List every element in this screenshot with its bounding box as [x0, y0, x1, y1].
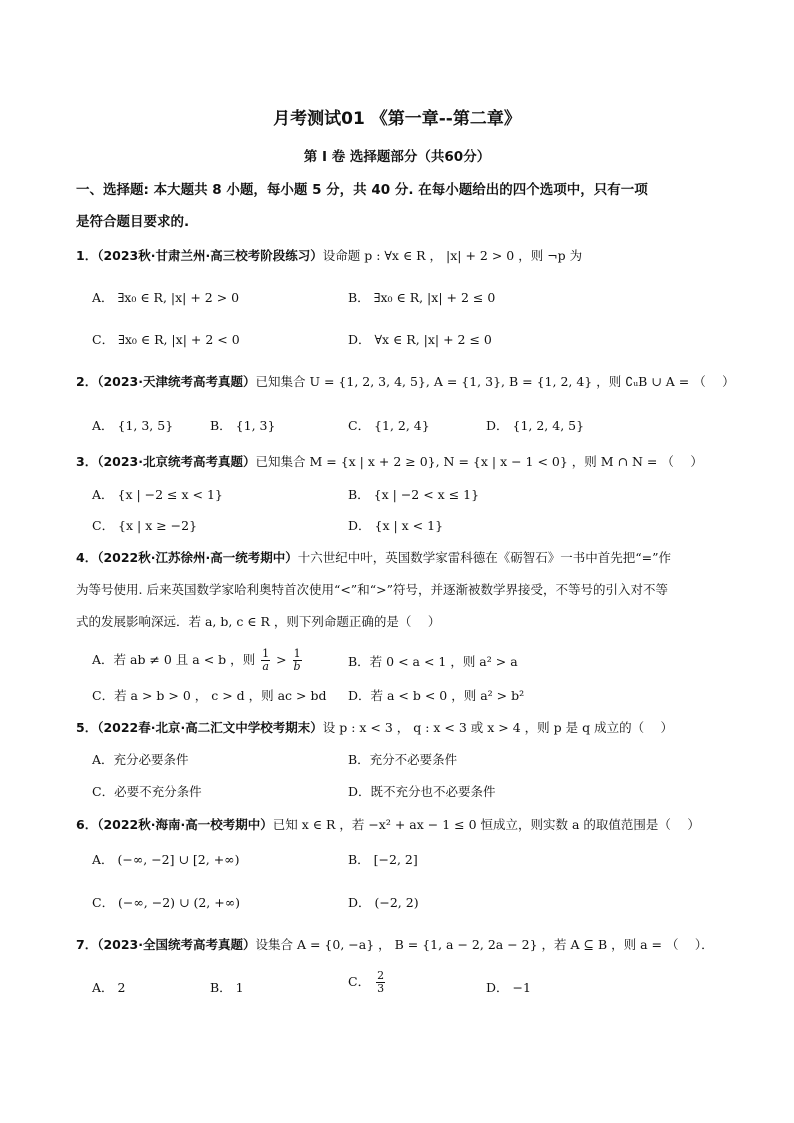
q1-option-b[interactable]: B． ∃x₀ ∈ R, |x| + 2 ≤ 0 [348, 290, 496, 305]
q6-option-d[interactable]: D． (−2, 2) [348, 895, 419, 910]
question-text: 已知集合 M = {x | x + 2 ≥ 0}, N = {x | x − 1 < 0} ，则 M ∩ N = （ ） [255, 454, 703, 469]
question-number: 4． [76, 550, 98, 565]
q1-option-d[interactable]: D． ∀x ∈ R, |x| + 2 ≤ 0 [348, 332, 492, 347]
fraction [293, 648, 302, 673]
question-number: 7． [76, 937, 98, 952]
question-number: 2． [76, 374, 98, 389]
question-number: 3． [76, 454, 98, 469]
q6-option-c[interactable]: C． (−∞, −2) ∪ (2, +∞) [92, 895, 241, 910]
question-number: 5． [76, 720, 98, 735]
denominator: 3 [377, 982, 385, 995]
question-source: （2022春·北京·高二汇文中学校考期末） [97, 720, 323, 735]
question-number: 1． [76, 248, 98, 263]
q2-option-d[interactable]: D． {1, 2, 4, 5} [486, 418, 585, 433]
question-4-line3: 式的发展影响深远．若 a, b, c ∈ R ，则下列命题正确的是（ ） [76, 614, 441, 629]
q5-option-c[interactable]: C．必要不充分条件 [92, 784, 202, 799]
question-text: 设命题 p : ∀x ∈ R ， |x| + 2 > 0 ，则 ¬p 为 [322, 248, 583, 263]
question-source: （2023·全国统考高考真题） [97, 937, 256, 952]
denominator: b [293, 660, 301, 673]
section-instructions-line2: 是符合题目要求的. [76, 214, 190, 230]
question-6-stem [76, 815, 700, 833]
question-text: 已知集合 U = {1, 2, 3, 4, 5}, A = {1, 3}, B = {1, 2, 4} ，则 ∁ᵤB ∪ A = （ ） [255, 374, 735, 389]
denominator: a [262, 660, 269, 673]
q1-option-c[interactable]: C． ∃x₀ ∈ R, |x| + 2 < 0 [92, 332, 240, 347]
q4-option-b[interactable]: B．若 0 < a < 1 ，则 a² > a [348, 654, 518, 669]
question-source: （2023秋·甘肃兰州·高三校考阶段练习） [97, 248, 323, 263]
option-label: C． [348, 974, 371, 989]
numerator: 1 [293, 647, 301, 660]
q4-option-a[interactable] [92, 648, 304, 673]
q7-option-d[interactable]: D． −1 [486, 980, 531, 995]
q3-option-b[interactable]: B． {x | −2 < x ≤ 1} [348, 487, 480, 502]
page-title: 月考测试01 《第一章--第二章》 [273, 109, 521, 129]
question-number: 6． [76, 817, 98, 832]
q7-option-b[interactable]: B． 1 [210, 980, 244, 995]
greater-than-sign: > [276, 652, 287, 667]
numerator: 2 [377, 969, 385, 982]
question-text: 设 p : x < 3 ， q : x < 3 或 x > 4 ，则 p 是 q 成立的（ ） [322, 720, 674, 735]
q5-option-a[interactable]: A．充分必要条件 [92, 752, 189, 767]
q5-option-b[interactable]: B．充分不必要条件 [348, 752, 458, 767]
question-1-stem [76, 246, 582, 264]
q3-option-c[interactable]: C． {x | x ≥ −2} [92, 518, 198, 533]
question-text: 已知 x ∈ R ，若 −x² + ax − 1 ≤ 0 恒成立，则实数 a 的取值范围是（ ） [272, 817, 700, 832]
fraction [261, 648, 270, 673]
q2-option-b[interactable]: B． {1, 3} [210, 418, 276, 433]
q2-option-c[interactable]: C． {1, 2, 4} [348, 418, 430, 433]
question-5-stem [76, 718, 673, 736]
q3-option-a[interactable]: A． {x | −2 ≤ x < 1} [92, 487, 223, 502]
section-instructions-line1: 一、选择题: 本大题共 8 小题，每小题 5 分，共 40 分. 在每小题给出的四个选项中，只有一项 [76, 182, 648, 198]
q3-option-d[interactable]: D． {x | x < 1} [348, 518, 444, 533]
q1-option-a[interactable]: A． ∃x₀ ∈ R, |x| + 2 > 0 [92, 290, 240, 305]
section-subtitle: 第 I 卷 选择题部分（共60分） [303, 149, 491, 165]
q2-option-a[interactable]: A． {1, 3, 5} [92, 418, 174, 433]
q4-option-d[interactable]: D．若 a < b < 0 ，则 a² > b² [348, 688, 525, 703]
q7-option-c[interactable] [348, 970, 387, 995]
q4-option-c[interactable]: C．若 a > b > 0 ， c > d ，则 ac > bd [92, 688, 327, 703]
question-text: 十六世纪中叶，英国数学家雷科德在《砺智石》一书中首先把“=”作 [297, 550, 672, 565]
numerator: 1 [262, 647, 270, 660]
question-source: （2022秋·海南·高一校考期中） [97, 817, 273, 832]
question-3-stem [76, 452, 703, 470]
question-7-stem [76, 935, 714, 953]
q7-option-a[interactable]: A． 2 [92, 980, 126, 995]
fraction [376, 970, 385, 995]
question-2-stem [76, 372, 735, 390]
question-source: （2023·天津统考高考真题） [97, 374, 256, 389]
question-source: （2023·北京统考高考真题） [97, 454, 256, 469]
question-4-line2: 为等号使用. 后来英国数学家哈利奥特首次使用“<”和“>”符号，并逐渐被数学界接受，不等号的引入对不等 [76, 582, 668, 597]
q6-option-a[interactable]: A． (−∞, −2] ∪ [2, +∞) [92, 852, 240, 867]
q6-option-b[interactable]: B． [−2, 2] [348, 852, 418, 867]
option-text: A．若 ab ≠ 0 且 a < b ，则 [92, 652, 256, 667]
q5-option-d[interactable]: D．既不充分也不必要条件 [348, 784, 496, 799]
question-source: （2022秋·江苏徐州·高一统考期中） [97, 550, 298, 565]
question-text: 设集合 A = {0, −a} ， B = {1, a − 2, 2a − 2} ，若 A ⊆ B ，则 a = （ ）． [255, 937, 714, 952]
question-4-stem [76, 548, 671, 566]
